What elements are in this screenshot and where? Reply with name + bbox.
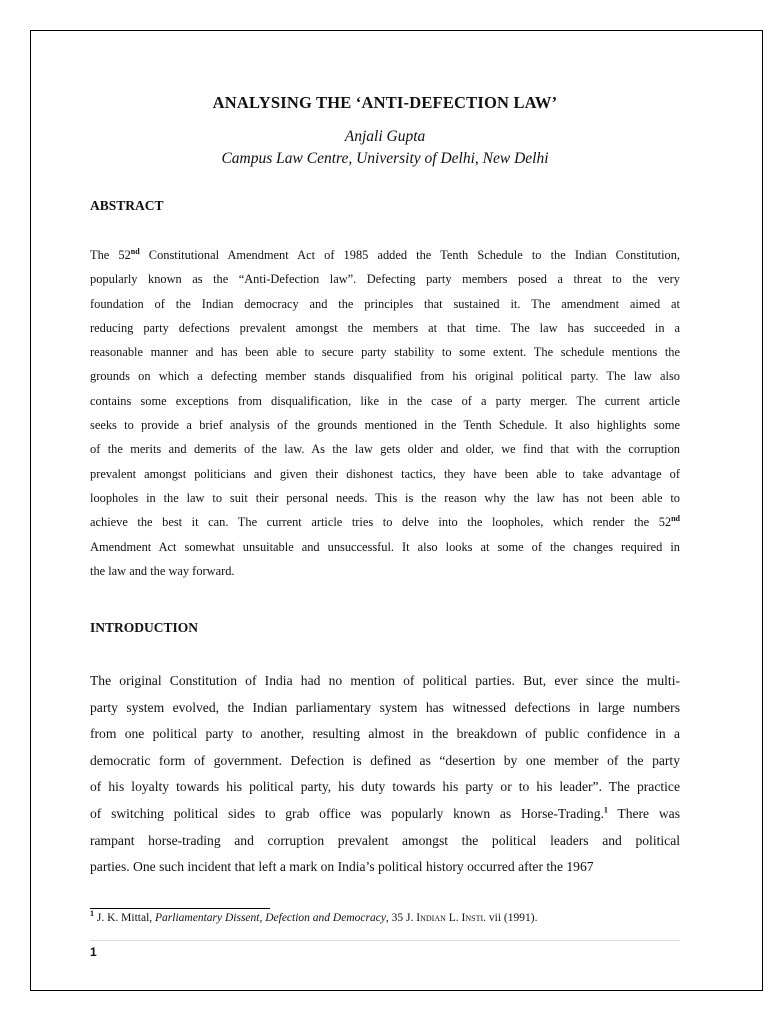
text-segment: parties. One such incident that left a mark on India’s political history occurred after the 1967 [90, 859, 594, 875]
text-segment: of the merits and demerits of the law. As the law gets older and older, we find that with the corruption [90, 442, 680, 457]
superscript: nd [130, 246, 140, 256]
text-segment: The original Constitution of India had no mention of political parties. But, ever since the multi- [90, 673, 680, 688]
superscript: 1 [603, 805, 608, 815]
text-segment: Amendment Act somewhat unsuitable and unsuccessful. It also looks at some of the changes required in [90, 539, 680, 554]
text-line [90, 721, 680, 748]
footnote-journal-l: L. [445, 912, 462, 924]
footnote-author: J. K. Mittal, [94, 912, 156, 924]
text-segment: grounds on which a defecting member stands disqualified from his original political party. The law also [90, 369, 680, 384]
text-line [90, 243, 680, 267]
footnote-volume: , 35 J. [385, 912, 417, 924]
introduction-heading: INTRODUCTION [90, 620, 199, 635]
text-segment: from one political party to another, resulting almost in the breakdown of public confidence in a [90, 726, 680, 742]
abstract-body [90, 243, 680, 583]
text-segment: the law and the way forward. [90, 563, 235, 578]
text-segment: achieve the best it can. The current article tries to delve into the loopholes, which render the 52 [90, 515, 672, 530]
footnote-separator [90, 908, 270, 909]
text-line [90, 668, 680, 695]
text-segment: democratic form of government. Defection is defined as “desertion by one member of the party [90, 752, 680, 768]
text-line [90, 340, 680, 364]
text-segment: contains some exceptions from disqualification, like in the case of a party merger. The current article [90, 393, 680, 408]
text-line [90, 559, 680, 583]
text-line [90, 486, 680, 510]
text-line [90, 828, 680, 855]
author-affiliation: Campus Law Centre, University of Delhi, New Delhi [221, 150, 549, 167]
text-segment: Constitutional Amendment Act of 1985 added the Tenth Schedule to the Indian Constitution, [139, 248, 680, 262]
text-segment: prevalent amongst politicians and given their dishonest tactics, they have been able to take advantage of [90, 466, 680, 481]
text-line [90, 389, 680, 413]
text-segment: The 52 [90, 248, 131, 262]
text-segment: seeks to provide a brief analysis of the grounds mentioned in the Tenth Schedule. It also highlights some [90, 418, 680, 433]
footnote-1 [90, 909, 538, 924]
text-line [90, 854, 680, 881]
text-line [90, 316, 680, 340]
footnote-journal: Indian [416, 912, 446, 924]
text-line [90, 801, 680, 828]
text-line [90, 462, 680, 486]
text-segment: reasonable manner and has been able to secure party stability to some extent. The schedule mentions the [90, 345, 680, 360]
footnote-rest: . vii (1991). [483, 912, 538, 924]
article-title: ANALYSING THE ‘ANTI-DEFECTION LAW’ [212, 93, 558, 112]
text-segment: party system evolved, the Indian parliamentary system has witnessed defections in large numbers [90, 699, 680, 715]
text-line [90, 364, 680, 388]
page-number: 1 [90, 945, 97, 959]
page-number-rule [90, 940, 680, 941]
text-line [90, 774, 680, 801]
text-segment: popularly known as the “Anti-Defection law”. Defecting party members posed a threat to the very [90, 272, 680, 287]
text-line [90, 437, 680, 461]
text-segment: of his loyalty towards his political party, his duty towards his party or to his leader”. The practice [90, 779, 680, 795]
text-segment: There was [607, 805, 680, 821]
footnote-marker: 1 [90, 909, 94, 919]
text-segment: of switching political sides to grab office was popularly known as Horse-Trading. [90, 805, 604, 821]
text-line [90, 413, 680, 437]
text-line [90, 510, 680, 534]
text-segment: foundation of the Indian democracy and the principles that sustained it. The amendment aimed at [90, 296, 680, 311]
text-segment: loopholes in the law to suit their personal needs. This is the reason why the law has not been able to [90, 490, 680, 505]
abstract-heading: ABSTRACT [90, 198, 164, 213]
superscript: nd [671, 514, 680, 524]
footnote-journal-inst: Insti [461, 912, 484, 924]
text-segment: rampant horse-trading and corruption prevalent amongst the political leaders and political [90, 832, 680, 848]
page-bottom-rule [30, 990, 763, 991]
author-name: Anjali Gupta [344, 128, 426, 145]
text-line [90, 535, 680, 559]
text-line [90, 267, 680, 291]
footnote-work: Parliamentary Dissent, Defection and Democracy [155, 912, 386, 924]
text-segment: reducing party defections prevalent amongst the members at that time. The law has succeeded in a [90, 320, 680, 335]
text-line [90, 748, 680, 775]
text-line [90, 292, 680, 316]
text-line [90, 695, 680, 722]
introduction-body [90, 668, 680, 881]
